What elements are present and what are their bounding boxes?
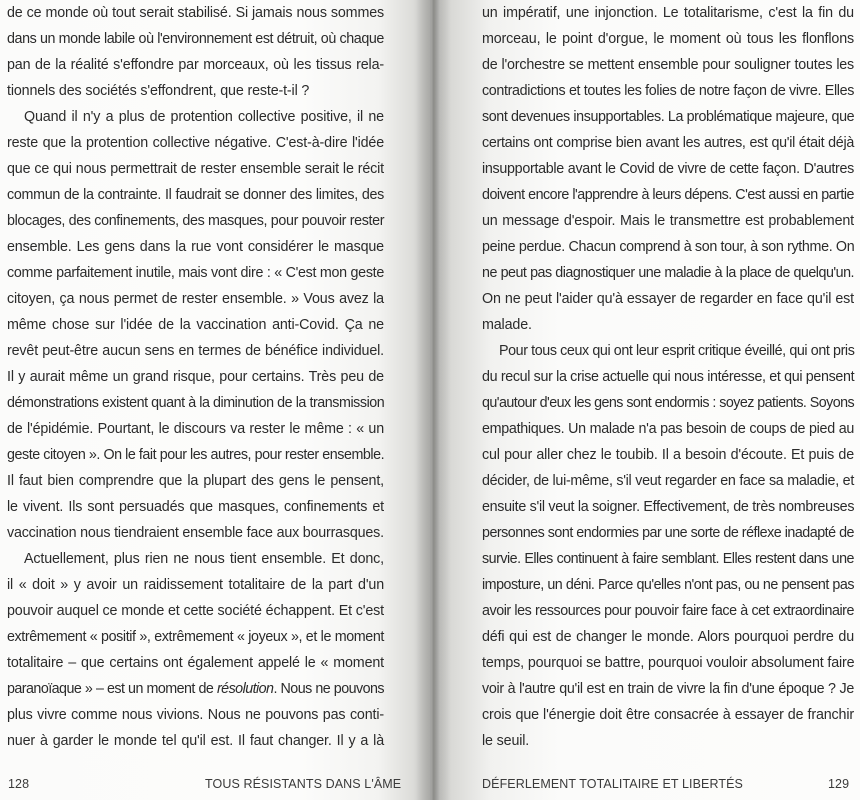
right-line-28: crois que l'énergie doit être consacrée à essayer de franchir	[482, 707, 854, 723]
right-line-23: imposture, un déni. Parce qu'elles n'ont pas, ou ne pensent pas	[482, 577, 854, 593]
right-line-26: temps, pourquoi se battre, pourquoi vouloir absolument faire	[482, 655, 855, 671]
left-line-24: pouvoir auquel ce monde et cette société échappent. Et c'est	[7, 603, 384, 619]
left-line-4: tionnels des sociétés s'effondrent, que reste-t-il ?	[7, 83, 310, 99]
running-head-left: TOUS RÉSISTANTS DANS L'ÂME	[205, 777, 402, 791]
left-line-1: de ce monde où tout serait stabilisé. Si jamais nous sommes	[7, 5, 384, 21]
left-line-22: Actuellement, plus rien ne nous tient ensemble. Et donc,	[24, 551, 384, 567]
left-line-23: il « doit » y avoir un raidissement totalitaire de la part d'un	[7, 577, 384, 593]
left-line-19: Il faut bien comprendre que la plupart des gens le pensent,	[7, 473, 384, 489]
right-line-7: insupportable avant le Covid de vivre de cette façon. D'autres	[482, 161, 854, 177]
left-line-21: vaccination nous tiendraient ensemble face aux bourrasques.	[7, 525, 384, 541]
left-line-7: que ce qui nous permettrait de rester ensemble serait le récit	[7, 161, 384, 177]
left-line-27: paranoïaque » – est un moment de résolution. Nous ne pouvons	[7, 681, 384, 697]
right-line-3: de l'orchestre se mettent ensemble pour souligner toutes les	[482, 57, 854, 73]
right-line-9: un message d'espoir. Mais le transmettre est probablement	[482, 213, 854, 229]
left-line-29: nuer à garder le monde tel qu'il est. Il faut changer. Il y a là	[7, 733, 384, 749]
right-line-19: décider, de lui-même, s'il veut regarder en face sa maladie, et	[482, 473, 854, 489]
right-line-13: malade.	[482, 317, 532, 333]
left-line-11: comme parfaitement inutile, mais vont dire : « C'est mon geste	[7, 265, 384, 281]
page-number-left: 128	[8, 777, 30, 791]
left-line-17: de l'épidémie. Pourtant, le discours va rester le même : « un	[7, 421, 384, 437]
right-line-18: cul pour aller chez le toubib. Il a besoin d'écoute. Et puis de	[482, 447, 854, 463]
right-page-body	[482, 0, 854, 754]
left-line-13: même chose sur l'idée de la vaccination anti-Covid. Ça ne	[7, 317, 384, 333]
right-line-15: du recul sur la crise actuelle qui nous intéresse, et qui pensent	[482, 369, 855, 385]
right-line-24: avoir les ressources pour pouvoir faire face à cet extraordinaire	[482, 603, 854, 619]
running-head-right: DÉFERLEMENT TOTALITAIRE ET LIBERTÉS	[482, 777, 743, 791]
right-line-1: un impératif, une injonction. Le totalitarisme, c'est la fin du	[482, 5, 854, 21]
page-number-right: 129	[828, 777, 850, 791]
right-page	[430, 0, 860, 800]
right-line-20: ensuite s'il veut la soigner. Effectivement, de très nombreuses	[482, 499, 855, 515]
left-line-10: ensemble. Les gens dans la rue vont considérer le masque	[7, 239, 384, 255]
left-line-20: le vivent. Ils sont persuadés que masques, confinements et	[7, 499, 384, 515]
left-line-14: revêt peut-être aucun sens en termes de bénéfice individuel.	[7, 343, 384, 359]
right-line-16: qu'autour d'eux les gens sont endormis : soyez patients. Soyons	[482, 395, 855, 411]
emphasis-resolution: résolution	[216, 681, 274, 697]
right-line-11: ne peut pas diagnostiquer une maladie à la place de quelqu'un.	[482, 265, 854, 281]
right-line-10: peine perdue. Chacun comprend à son tour, à son rythme. On	[482, 239, 855, 255]
right-line-17: empathiques. Un malade n'a pas besoin de coups de pied au	[482, 421, 854, 437]
left-line-3: pan de la réalité s'effondre par morceaux, où les tissus rela-	[7, 57, 384, 73]
left-line-25: extrêmement « positif », extrêmement « joyeux », et le moment	[7, 629, 384, 645]
right-line-6: certains ont comprise bien avant les autres, est qu'il était déjà	[482, 135, 854, 151]
right-line-29: le seuil.	[482, 733, 530, 749]
left-line-26: totalitaire – que certains ont également appelé le « moment	[7, 655, 384, 671]
left-line-12: citoyen, ça nous permet de rester ensemble. » Vous avez la	[7, 291, 384, 307]
left-line-8: commun de la contrainte. Il faudrait se donner des limites, des	[7, 187, 384, 203]
right-line-25: défi qui est de changer le monde. Alors pourquoi perdre du	[482, 629, 854, 645]
right-line-2: morceau, le point d'orgue, le moment où tous les flonflons	[482, 31, 854, 47]
right-line-22: survie. Elles continuent à faire semblant. Elles restent dans une	[482, 551, 854, 567]
left-line-2: dans un monde labile où l'environnement est détruit, où chaque	[7, 31, 384, 47]
right-line-14: Pour tous ceux qui ont leur esprit critique éveillé, qui ont pris	[499, 343, 855, 359]
right-line-21: personnes sont endormies par une sorte de réflexe inadapté de	[482, 525, 854, 541]
right-line-27: voir à l'autre qu'il est en train de vivre la fin d'une époque ? Je	[482, 681, 854, 697]
left-line-9: blocages, des confinements, des masques, pour pouvoir rester	[7, 213, 385, 229]
right-line-5: sont devenues insupportables. La problématique majeure, que	[482, 109, 855, 125]
right-line-4: contradictions et toutes les folies de notre façon de vivre. Elles	[482, 83, 854, 99]
left-line-16: démonstrations existent quant à la diminution de la transmission	[7, 395, 385, 411]
left-line-5: Quand il n'y a plus de protention collective positive, il ne	[24, 109, 384, 125]
left-line-15: Il y aurait même un grand risque, pour certains. Très peu de	[7, 369, 384, 385]
left-line-6: reste que la protention collective négative. C'est-à-dire l'idée	[7, 135, 384, 151]
left-page-body	[7, 0, 384, 754]
book-gutter-shadow	[416, 0, 450, 800]
right-line-8: doivent encore l'apprendre à leurs dépens. C'est aussi en partie	[482, 187, 854, 203]
left-line-18: geste citoyen ». On le fait pour les autres, pour rester ensemble.	[7, 447, 385, 463]
right-line-12: On ne peut l'aider qu'à essayer de regarder en face qu'il est	[482, 291, 854, 307]
left-line-28: plus vivre comme nous vivions. Nous ne pouvons pas conti-	[7, 707, 384, 723]
